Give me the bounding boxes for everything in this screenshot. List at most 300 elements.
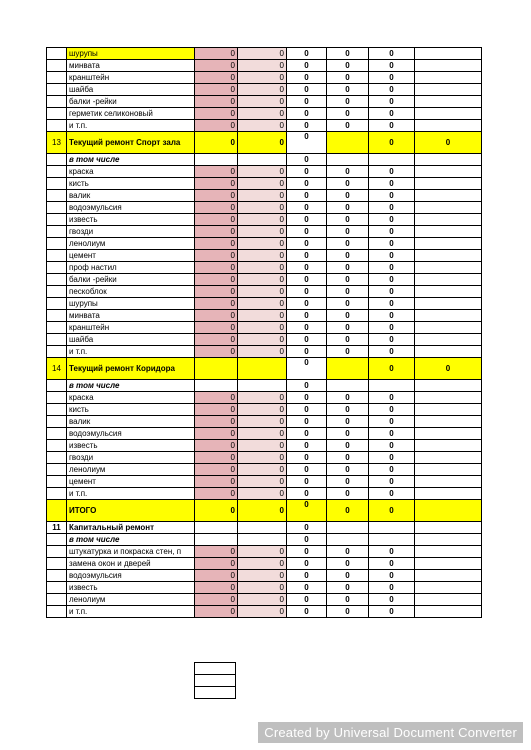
table-row <box>47 238 482 250</box>
empty-row <box>195 663 236 675</box>
value-f <box>415 96 482 108</box>
value-e <box>369 522 415 534</box>
value-d: 0 <box>327 428 369 440</box>
value-b: 0 <box>238 120 287 132</box>
value-c: 0 <box>287 298 327 310</box>
value-f <box>415 546 482 558</box>
table-row <box>47 594 482 606</box>
value-d: 0 <box>327 202 369 214</box>
value-c: 0 <box>287 606 327 618</box>
value-d: 0 <box>327 606 369 618</box>
value-d: 0 <box>327 60 369 72</box>
value-c: 0 <box>287 476 327 488</box>
value-c: 0 <box>287 132 327 154</box>
table-row <box>47 570 482 582</box>
row-number <box>47 546 67 558</box>
row-number <box>47 84 67 96</box>
table-row <box>47 546 482 558</box>
table-row <box>47 310 482 322</box>
value-c: 0 <box>287 570 327 582</box>
item-label: в том числе <box>67 534 195 546</box>
row-number <box>47 262 67 274</box>
value-d: 0 <box>327 346 369 358</box>
value-d: 0 <box>327 334 369 346</box>
value-e: 0 <box>369 178 415 190</box>
value-b: 0 <box>238 286 287 298</box>
table-row <box>47 286 482 298</box>
table-row <box>47 476 482 488</box>
spreadsheet-table <box>46 47 482 618</box>
value-a: 0 <box>195 298 238 310</box>
value-f <box>415 334 482 346</box>
value-d: 0 <box>327 440 369 452</box>
value-d: 0 <box>327 262 369 274</box>
table-row <box>47 452 482 464</box>
item-label: минвата <box>67 310 195 322</box>
value-a: 0 <box>195 464 238 476</box>
value-c: 0 <box>287 108 327 120</box>
value-a: 0 <box>195 322 238 334</box>
item-label: проф настил <box>67 262 195 274</box>
table-row <box>47 96 482 108</box>
value-e: 0 <box>369 84 415 96</box>
item-label: ленолиум <box>67 238 195 250</box>
value-b: 0 <box>238 84 287 96</box>
value-d: 0 <box>327 120 369 132</box>
value-b: 0 <box>238 72 287 84</box>
value-c: 0 <box>287 500 327 522</box>
value-f <box>415 476 482 488</box>
row-number <box>47 476 67 488</box>
value-c: 0 <box>287 120 327 132</box>
value-c: 0 <box>287 488 327 500</box>
item-label: валик <box>67 416 195 428</box>
value-e: 0 <box>369 250 415 262</box>
value-c: 0 <box>287 178 327 190</box>
value-f <box>415 594 482 606</box>
item-label: кранштейн <box>67 322 195 334</box>
item-label: ленолиум <box>67 594 195 606</box>
row-number <box>47 440 67 452</box>
item-label: и т.п. <box>67 346 195 358</box>
value-a: 0 <box>195 96 238 108</box>
value-b <box>238 522 287 534</box>
table-row <box>47 334 482 346</box>
value-f <box>415 202 482 214</box>
value-c: 0 <box>287 214 327 226</box>
table-row <box>47 154 482 166</box>
value-c: 0 <box>287 522 327 534</box>
value-f <box>415 154 482 166</box>
table-row <box>47 108 482 120</box>
value-e: 0 <box>369 570 415 582</box>
value-d: 0 <box>327 108 369 120</box>
value-e: 0 <box>369 464 415 476</box>
value-d: 0 <box>327 392 369 404</box>
row-number <box>47 48 67 60</box>
value-b: 0 <box>238 190 287 202</box>
value-d: 0 <box>327 582 369 594</box>
value-d: 0 <box>327 500 369 522</box>
value-d: 0 <box>327 488 369 500</box>
value-d: 0 <box>327 178 369 190</box>
item-label: шурупы <box>67 48 195 60</box>
value-c: 0 <box>287 392 327 404</box>
value-a <box>195 358 238 380</box>
value-d: 0 <box>327 558 369 570</box>
value-b: 0 <box>238 594 287 606</box>
value-e: 0 <box>369 558 415 570</box>
value-e: 0 <box>369 594 415 606</box>
value-f <box>415 500 482 522</box>
value-f <box>415 534 482 546</box>
item-label: и т.п. <box>67 606 195 618</box>
item-label: кранштейн <box>67 72 195 84</box>
value-c: 0 <box>287 452 327 464</box>
value-b: 0 <box>238 392 287 404</box>
watermark: Created by Universal Document Converter <box>258 722 523 743</box>
value-b: 0 <box>238 238 287 250</box>
item-label: кисть <box>67 178 195 190</box>
value-a: 0 <box>195 132 238 154</box>
value-b: 0 <box>238 416 287 428</box>
table-row <box>47 60 482 72</box>
table-row <box>47 120 482 132</box>
value-b: 0 <box>238 48 287 60</box>
item-label: известь <box>67 582 195 594</box>
table-row <box>47 358 482 380</box>
item-label: балки -рейки <box>67 274 195 286</box>
empty-row <box>195 687 236 699</box>
value-e: 0 <box>369 440 415 452</box>
table-row <box>47 500 482 522</box>
value-f <box>415 310 482 322</box>
value-e: 0 <box>369 262 415 274</box>
value-d <box>327 522 369 534</box>
value-b: 0 <box>238 558 287 570</box>
value-a <box>195 154 238 166</box>
value-e: 0 <box>369 226 415 238</box>
row-number <box>47 570 67 582</box>
value-f <box>415 48 482 60</box>
value-b: 0 <box>238 488 287 500</box>
value-a: 0 <box>195 226 238 238</box>
value-a <box>195 380 238 392</box>
value-b: 0 <box>238 322 287 334</box>
value-b <box>238 154 287 166</box>
value-a: 0 <box>195 594 238 606</box>
table-row <box>47 488 482 500</box>
value-a: 0 <box>195 582 238 594</box>
value-b: 0 <box>238 250 287 262</box>
item-label: цемент <box>67 250 195 262</box>
row-number <box>47 558 67 570</box>
item-label: гвозди <box>67 226 195 238</box>
value-e: 0 <box>369 202 415 214</box>
value-d: 0 <box>327 570 369 582</box>
value-a: 0 <box>195 404 238 416</box>
value-a: 0 <box>195 250 238 262</box>
value-e: 0 <box>369 274 415 286</box>
value-c: 0 <box>287 72 327 84</box>
value-f <box>415 428 482 440</box>
row-number <box>47 286 67 298</box>
value-b: 0 <box>238 262 287 274</box>
row-number <box>47 334 67 346</box>
value-d <box>327 380 369 392</box>
trailing-empty-cells <box>194 662 236 699</box>
row-number <box>47 274 67 286</box>
value-d: 0 <box>327 96 369 108</box>
value-a: 0 <box>195 546 238 558</box>
value-e: 0 <box>369 120 415 132</box>
value-c: 0 <box>287 60 327 72</box>
value-f: 0 <box>415 358 482 380</box>
table-row <box>47 380 482 392</box>
value-f <box>415 452 482 464</box>
value-d: 0 <box>327 274 369 286</box>
value-d: 0 <box>327 166 369 178</box>
row-number <box>47 72 67 84</box>
table-row <box>47 464 482 476</box>
value-e: 0 <box>369 238 415 250</box>
value-f <box>415 60 482 72</box>
row-number: 11 <box>47 522 67 534</box>
row-number <box>47 488 67 500</box>
value-b: 0 <box>238 582 287 594</box>
value-f <box>415 582 482 594</box>
value-b: 0 <box>238 476 287 488</box>
value-d: 0 <box>327 286 369 298</box>
value-f <box>415 464 482 476</box>
item-label: шайба <box>67 334 195 346</box>
value-c: 0 <box>287 322 327 334</box>
item-label: и т.п. <box>67 488 195 500</box>
value-d: 0 <box>327 464 369 476</box>
table-row <box>47 322 482 334</box>
table-row <box>47 274 482 286</box>
value-e: 0 <box>369 166 415 178</box>
value-c: 0 <box>287 48 327 60</box>
row-number <box>47 404 67 416</box>
value-b <box>238 534 287 546</box>
value-c: 0 <box>287 464 327 476</box>
value-e: 0 <box>369 214 415 226</box>
value-e: 0 <box>369 392 415 404</box>
value-e: 0 <box>369 476 415 488</box>
row-number <box>47 178 67 190</box>
value-b: 0 <box>238 310 287 322</box>
row-number <box>47 60 67 72</box>
row-number <box>47 190 67 202</box>
row-number <box>47 226 67 238</box>
value-f <box>415 166 482 178</box>
empty-row <box>195 675 236 687</box>
value-f <box>415 522 482 534</box>
value-c: 0 <box>287 346 327 358</box>
value-e: 0 <box>369 72 415 84</box>
table-row <box>47 392 482 404</box>
value-d: 0 <box>327 416 369 428</box>
item-label: цемент <box>67 476 195 488</box>
table-row <box>47 298 482 310</box>
value-e: 0 <box>369 346 415 358</box>
value-f <box>415 322 482 334</box>
value-c: 0 <box>287 286 327 298</box>
spreadsheet-body <box>47 48 482 618</box>
empty-cell <box>195 687 236 699</box>
value-e: 0 <box>369 452 415 464</box>
value-a: 0 <box>195 286 238 298</box>
value-c: 0 <box>287 84 327 96</box>
value-f: 0 <box>415 132 482 154</box>
value-b: 0 <box>238 274 287 286</box>
row-number <box>47 582 67 594</box>
value-e: 0 <box>369 334 415 346</box>
value-c: 0 <box>287 238 327 250</box>
value-f <box>415 416 482 428</box>
value-f <box>415 190 482 202</box>
item-label: пескоблок <box>67 286 195 298</box>
table-row <box>47 202 482 214</box>
item-label: известь <box>67 440 195 452</box>
table-row <box>47 178 482 190</box>
item-label: шурупы <box>67 298 195 310</box>
item-label: и т.п. <box>67 120 195 132</box>
table-row <box>47 428 482 440</box>
value-f <box>415 120 482 132</box>
value-d: 0 <box>327 250 369 262</box>
value-b: 0 <box>238 546 287 558</box>
value-e: 0 <box>369 60 415 72</box>
value-b: 0 <box>238 500 287 522</box>
value-d: 0 <box>327 594 369 606</box>
value-f <box>415 606 482 618</box>
row-number <box>47 500 67 522</box>
value-b <box>238 358 287 380</box>
item-label: в том числе <box>67 154 195 166</box>
item-label: кисть <box>67 404 195 416</box>
value-a: 0 <box>195 334 238 346</box>
row-number <box>47 534 67 546</box>
value-b: 0 <box>238 132 287 154</box>
value-a: 0 <box>195 190 238 202</box>
value-d: 0 <box>327 452 369 464</box>
row-number <box>47 120 67 132</box>
item-label: шайба <box>67 84 195 96</box>
item-label: Капитальный ремонт <box>67 522 195 534</box>
value-e: 0 <box>369 500 415 522</box>
value-a: 0 <box>195 570 238 582</box>
empty-cell <box>195 663 236 675</box>
value-b: 0 <box>238 108 287 120</box>
value-d: 0 <box>327 48 369 60</box>
value-a: 0 <box>195 60 238 72</box>
value-b <box>238 380 287 392</box>
row-number <box>47 96 67 108</box>
value-a: 0 <box>195 238 238 250</box>
value-b: 0 <box>238 334 287 346</box>
value-f <box>415 558 482 570</box>
value-c: 0 <box>287 440 327 452</box>
value-f <box>415 274 482 286</box>
value-a: 0 <box>195 452 238 464</box>
value-a: 0 <box>195 48 238 60</box>
value-a: 0 <box>195 202 238 214</box>
value-f <box>415 72 482 84</box>
row-number <box>47 452 67 464</box>
value-c: 0 <box>287 380 327 392</box>
value-b: 0 <box>238 570 287 582</box>
item-label: замена окон и дверей <box>67 558 195 570</box>
value-c: 0 <box>287 274 327 286</box>
value-e <box>369 154 415 166</box>
value-a: 0 <box>195 72 238 84</box>
value-c: 0 <box>287 558 327 570</box>
value-e: 0 <box>369 546 415 558</box>
value-a: 0 <box>195 488 238 500</box>
value-e: 0 <box>369 582 415 594</box>
value-c: 0 <box>287 202 327 214</box>
table-row <box>47 558 482 570</box>
item-label: валик <box>67 190 195 202</box>
value-a: 0 <box>195 262 238 274</box>
table-row <box>47 262 482 274</box>
row-number <box>47 238 67 250</box>
value-c: 0 <box>287 226 327 238</box>
item-label: штукатурка и покраска стен, п <box>67 546 195 558</box>
value-e: 0 <box>369 190 415 202</box>
value-f <box>415 392 482 404</box>
row-number: 14 <box>47 358 67 380</box>
table-row <box>47 250 482 262</box>
value-e: 0 <box>369 96 415 108</box>
value-a: 0 <box>195 440 238 452</box>
value-c: 0 <box>287 262 327 274</box>
value-c: 0 <box>287 594 327 606</box>
row-number <box>47 310 67 322</box>
table-row <box>47 522 482 534</box>
value-a: 0 <box>195 274 238 286</box>
table-row <box>47 226 482 238</box>
value-e: 0 <box>369 322 415 334</box>
value-e <box>369 380 415 392</box>
value-f <box>415 178 482 190</box>
value-a: 0 <box>195 166 238 178</box>
value-c: 0 <box>287 250 327 262</box>
value-d: 0 <box>327 238 369 250</box>
value-b: 0 <box>238 606 287 618</box>
value-f <box>415 84 482 96</box>
table-row <box>47 440 482 452</box>
value-a <box>195 522 238 534</box>
value-a: 0 <box>195 120 238 132</box>
row-number <box>47 606 67 618</box>
value-d <box>327 154 369 166</box>
value-a <box>195 534 238 546</box>
table-row <box>47 48 482 60</box>
value-d: 0 <box>327 322 369 334</box>
value-a: 0 <box>195 428 238 440</box>
value-d: 0 <box>327 546 369 558</box>
value-b: 0 <box>238 440 287 452</box>
value-f <box>415 488 482 500</box>
value-b: 0 <box>238 464 287 476</box>
value-d: 0 <box>327 310 369 322</box>
value-c: 0 <box>287 416 327 428</box>
value-b: 0 <box>238 428 287 440</box>
value-a: 0 <box>195 178 238 190</box>
